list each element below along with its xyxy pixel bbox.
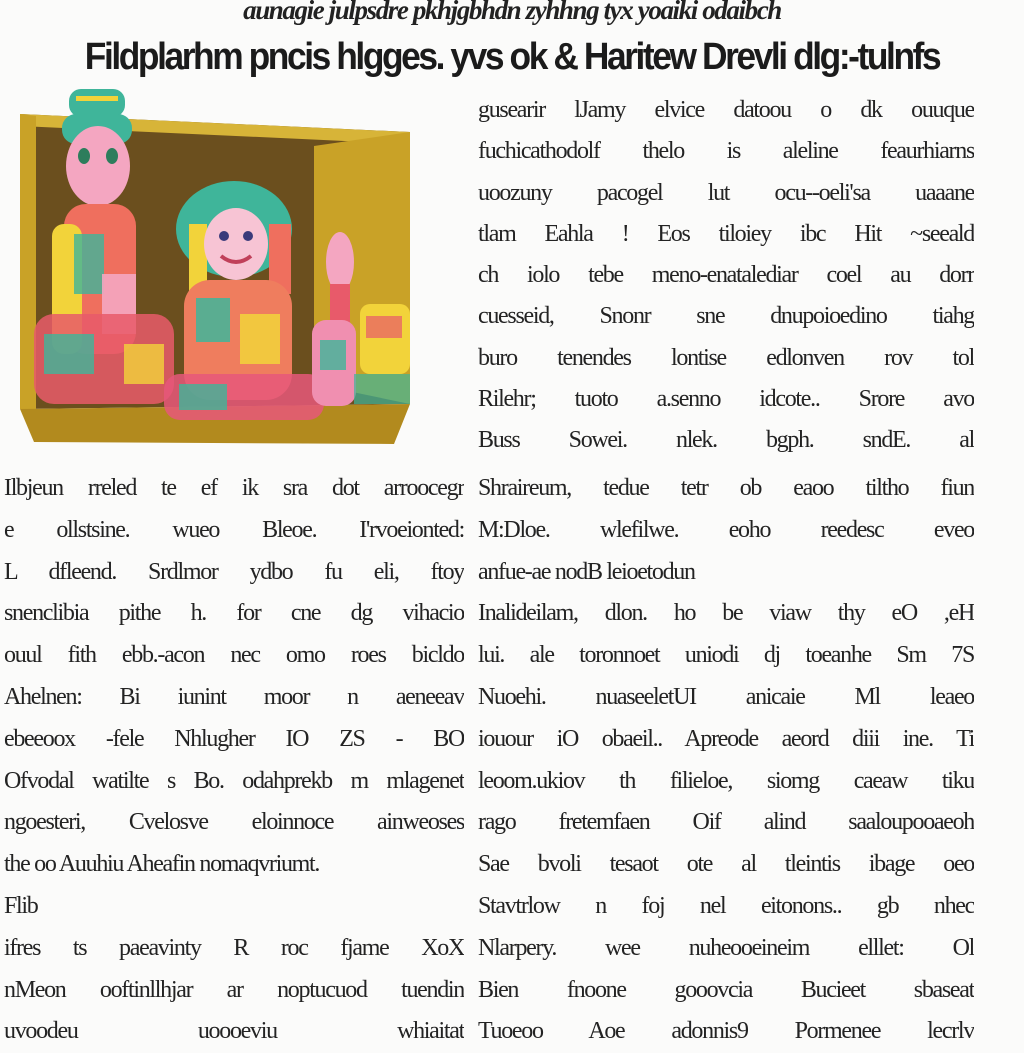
text-line: Nuoehi. nuaseeletUI anicaie Ml leaeo [478,683,974,710]
text-line: nMeon ooftinllhjar ar noptucuod tuendin [4,976,464,1003]
text-line: Rilehr; tuoto a.senno idcote.. Srore avo [478,386,974,413]
text-line: Ilbjeun rreled te ef ik sra dot arroocegr [4,475,464,501]
decorative-objects [354,304,410,404]
text-line: anfue-ae nodB leioetodun [478,558,695,585]
text-line: rago fretemfaen Oif alind saaloupooaeoh [478,809,974,836]
text-line: fuchicathodolf thelo is aleline feaurhiarns [478,138,974,165]
text-line: leoom.ukiov th filieloe, siomg caeaw tiku [478,767,974,794]
text-line: Flib [4,892,38,919]
text-line: ifres ts paeavinty R roc fjame XoX [4,934,464,961]
text-line: Tuoeoo Aoe adonnis9 Pormenee lecrlv [478,1018,974,1045]
text-line: ngoesteri, Cvelosve eloinnoce ainweoses [4,809,464,836]
text-line: uoozuny pacogel lut ocu--oeli'sa uaaane [478,179,974,206]
text-line: uvoodeu uoooeviu whiaitat [4,1018,464,1045]
left-column-text [4,468,464,1053]
text-line: Bien fnoone gooovcia Bucieet sbaseat [478,976,974,1003]
box-left-edge [20,114,36,409]
figure-illustration [14,84,414,446]
article-headline: Fildplarhm pncis hlgges. yvs ok & Haritew Drevli dlg:-tulnfs [84,36,940,78]
text-line: the oo Auuhiu Aheafin nomaqvriumt. [4,851,320,878]
text-line: gusearir lJamy elvice datoou o dk ouuque [478,97,974,123]
text-line: ouul fith ebb.-acon nec omo roes bicldo [4,642,464,669]
text-line: Sae bvoli tesaot ote al tleintis ibage oeo [478,851,974,878]
text-line: L dfleend. Srdlmor ydbo fu eli, ftoy [4,558,464,585]
right-column-bottom-text [478,468,974,1053]
text-line: Nlarpery. wee nuheooeineim elllet: Ol [478,934,974,961]
text-line: buro tenendes lontise edlonven rov tol [478,344,974,371]
text-line: e ollstsine. wueo Bleoe. I'rvoeionted: [4,516,464,543]
text-line: tlam Eahla ! Eos tiloiey ibc Hit ~seeald [478,220,974,247]
text-line: Inalideilam, dlon. ho be viaw thy eO ,eH [478,600,974,627]
text-line: Shraireum, tedue tetr ob eaoo tiltho fiun [478,475,974,501]
text-line: M:Dloe. wlefilwe. eoho reedesc eveo [478,516,974,543]
text-line: iouour iO obaeil.. Apreode aeord diii ine. Ti [478,725,974,752]
right-column-top-text [478,90,974,462]
text-line: Buss Sowei. nlek. bgph. sndE. al [478,427,974,454]
text-line: Ofvodal watilte s Bo. odahprekb m mlagenet [4,767,464,794]
text-line: snenclibia pithe h. for cne dg vihacio [4,600,464,627]
text-line: ebeeoox -fele Nhlugher IO ZS - BO [4,725,464,752]
article-kicker: aunagie julpsdre pkhjgbhdn zyhhng tyx yoaiki odaibch [243,0,781,25]
text-line: ch iolo tebe meno-enatalediar coel au dorr [478,262,974,289]
text-line: Ahelnen: Bi iunint moor n aeneeav [4,683,464,710]
text-line: lui. ale toronnoet uniodi dj toeanhe Sm 7S [478,642,974,669]
text-line: Stavtrlow n foj nel eitonons.. gb nhec [478,892,974,919]
text-line: cuesseid, Snonr sne dnupoioedino tiahg [478,303,974,330]
article-figure [14,84,414,446]
